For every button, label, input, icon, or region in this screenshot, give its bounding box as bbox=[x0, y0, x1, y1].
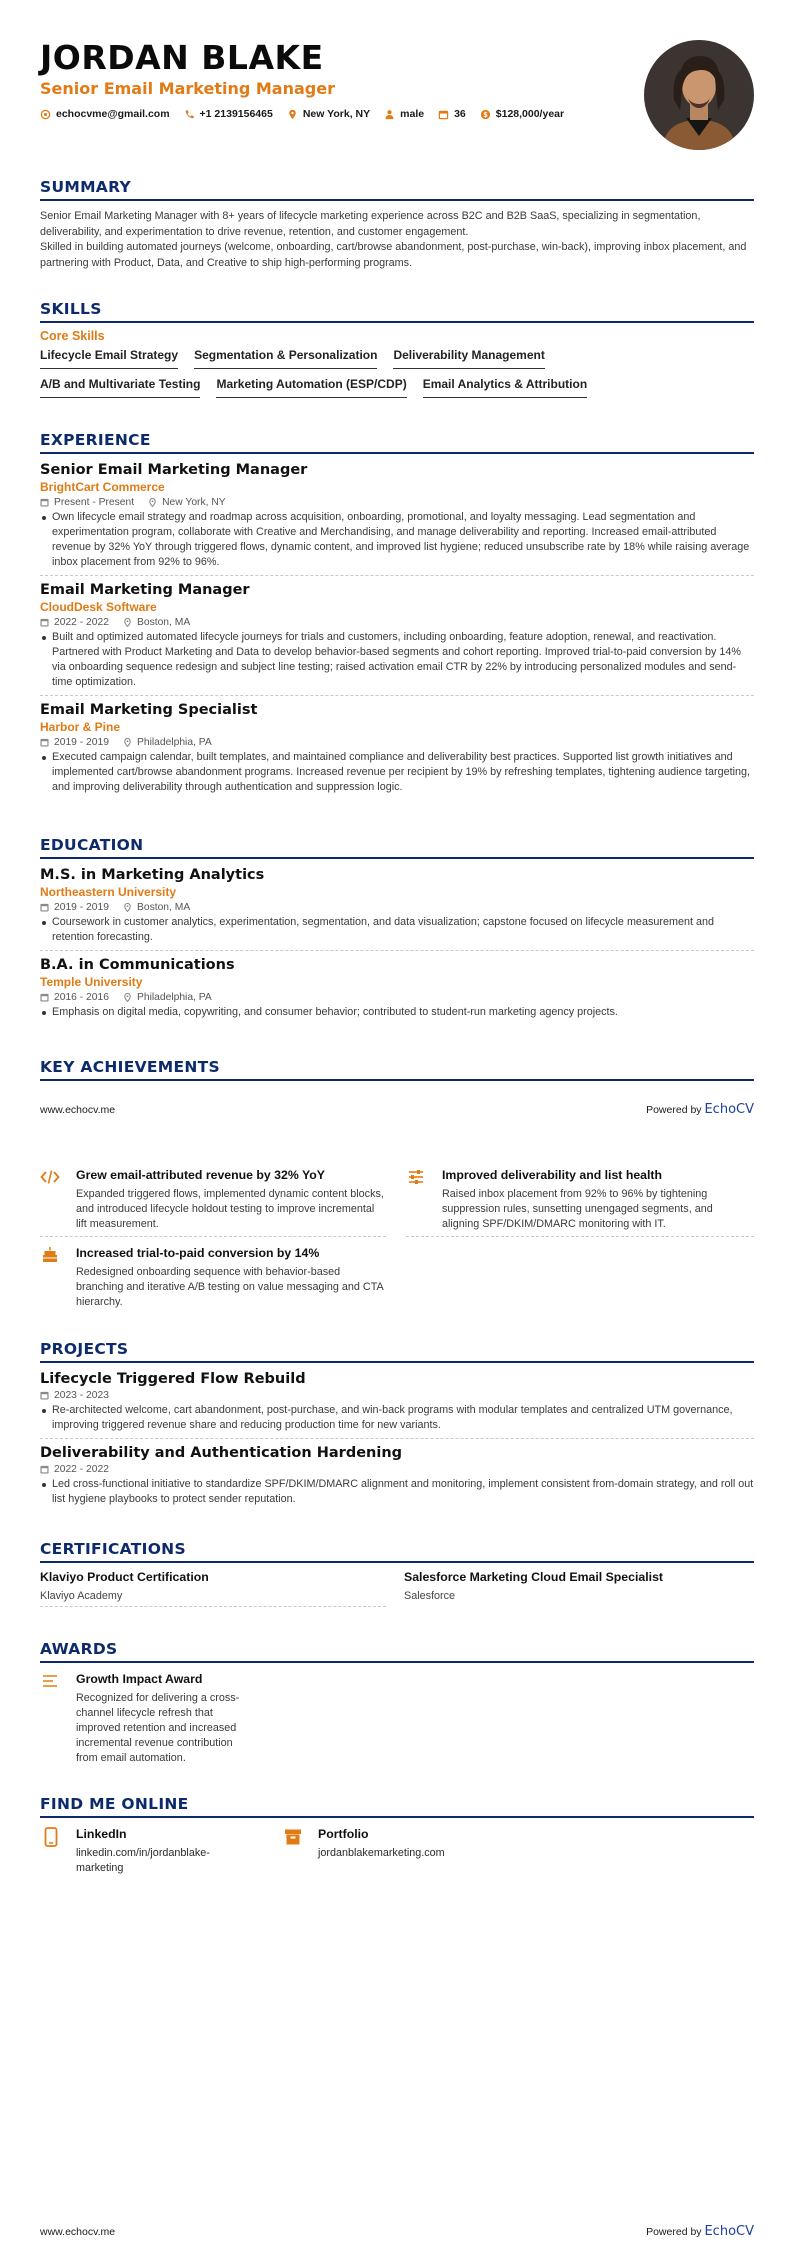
achievement-title: Improved deliverability and list health bbox=[442, 1168, 663, 1182]
online-link-body bbox=[76, 1827, 260, 1876]
footer-powered bbox=[646, 2224, 754, 2239]
experience-entry bbox=[40, 582, 754, 696]
education-dates-text: 2016 - 2016 bbox=[54, 992, 109, 1003]
contact-phone[interactable] bbox=[184, 108, 273, 120]
location-icon bbox=[123, 993, 132, 1002]
experience-entry bbox=[40, 702, 754, 795]
online-link-title: Portfolio bbox=[318, 1827, 369, 1841]
location-icon bbox=[123, 738, 132, 747]
project-description: Led cross-functional initiative to standardize SPF/DKIM/DMARC alignment and monitoring, implement consistent from-domain strategy, and roll out list hygiene playbooks to protect sender reputation. bbox=[40, 1477, 754, 1507]
job-dates-text: 2022 - 2022 bbox=[54, 617, 109, 628]
contact-email[interactable] bbox=[40, 108, 170, 120]
job-location bbox=[123, 617, 190, 628]
page-footer bbox=[40, 2224, 754, 2239]
company-name: CloudDesk Software bbox=[40, 600, 157, 614]
projects-title: PROJECTS bbox=[40, 1340, 754, 1363]
calendar-icon bbox=[40, 618, 49, 627]
degree-title: B.A. in Communications bbox=[40, 957, 235, 973]
skills-row-1 bbox=[40, 348, 754, 369]
achievement-description: Redesigned onboarding sequence with behavior-based branching and iterative A/B testing on value messaging and CTA hierarchy. bbox=[76, 1266, 384, 1308]
job-meta bbox=[40, 737, 754, 748]
achievement-card bbox=[406, 1168, 752, 1232]
job-location-text: Boston, MA bbox=[136, 617, 191, 628]
certification-issuer: Klaviyo Academy bbox=[40, 1590, 386, 1607]
job-dates bbox=[40, 737, 109, 748]
skill-tag: A/B and Multivariate Testing bbox=[40, 377, 200, 398]
footer-brand: EchoCV bbox=[704, 1102, 754, 1117]
achievements-list bbox=[40, 1168, 754, 1318]
candidate-role: Senior Email Marketing Manager bbox=[40, 79, 335, 98]
dollar-icon bbox=[480, 109, 491, 120]
online-link-url[interactable]: linkedin.com/in/jordanblake-marketing bbox=[76, 1847, 210, 1874]
calendar-icon bbox=[40, 1465, 49, 1474]
project-dates bbox=[40, 1390, 109, 1401]
profile-photo-image bbox=[644, 40, 754, 150]
contact-email-text: echocvme@gmail.com bbox=[56, 108, 170, 120]
page-footer bbox=[40, 1102, 754, 1117]
box-icon bbox=[284, 1828, 302, 1846]
skills-section bbox=[40, 300, 754, 398]
summary-paragraph-2: Skilled in building automated journeys (welcome, onboarding, cart/browse abandonment, post-purchase, win-back), improving inbox placement, and partnering with Product, Data, and Creative to ship high-performing programs. bbox=[40, 241, 747, 269]
project-dates bbox=[40, 1464, 109, 1475]
online-section bbox=[40, 1795, 754, 1885]
location-icon bbox=[123, 618, 132, 627]
job-dates-text: Present - Present bbox=[54, 497, 135, 508]
contact-salary bbox=[480, 108, 564, 120]
entry-divider bbox=[40, 575, 754, 576]
achievement-card bbox=[40, 1246, 386, 1310]
contact-age-text: 36 bbox=[454, 108, 466, 120]
achievement-description: Raised inbox placement from 92% to 96% by tightening suppression rules, sunsetting unengaged segments, and aligning SPF/DKIM/DMARC monitoring with IT. bbox=[442, 1188, 713, 1230]
contact-location bbox=[287, 108, 370, 120]
online-link-body bbox=[318, 1827, 542, 1861]
achievement-title: Increased trial-to-paid conversion by 14% bbox=[76, 1246, 320, 1260]
location-icon bbox=[287, 109, 298, 120]
achievement-card bbox=[40, 1168, 386, 1232]
footer-site-link[interactable]: www.echocv.me bbox=[40, 1103, 116, 1116]
education-location bbox=[123, 902, 190, 913]
email-icon bbox=[40, 109, 51, 120]
job-dates-text: 2019 - 2019 bbox=[54, 737, 109, 748]
project-description: Re-architected welcome, cart abandonment, post-purchase, and win-back programs with modular templates and centralized UTM governance, improving triggered revenue share and reducing production time for new variants. bbox=[40, 1403, 754, 1433]
footer-powered-label: Powered by bbox=[646, 1104, 702, 1116]
achievement-description: Expanded triggered flows, implemented dynamic content blocks, and introduced lifecycle holdout testing to improve incremental lift measurement. bbox=[76, 1188, 384, 1230]
education-location-text: Boston, MA bbox=[136, 902, 191, 913]
skill-tag: Email Analytics & Attribution bbox=[423, 377, 587, 398]
phone-icon bbox=[184, 109, 195, 120]
achievement-divider bbox=[406, 1236, 754, 1237]
education-entry bbox=[40, 957, 754, 1020]
project-dates-text: 2023 - 2023 bbox=[54, 1390, 109, 1401]
job-dates bbox=[40, 497, 134, 508]
education-description: Coursework in customer analytics, experimentation, segmentation, and data visualization; capstone focused on lifecycle measurement and retention forecasting. bbox=[40, 915, 754, 945]
job-description: Executed campaign calendar, built templates, and maintained compliance and deliverability best practices. Supported list growth initiatives and implemented cart/browse abandonment programs. Increased revenue per recipient by 19% by refreshing templates, tightening audience targeting, and improving deliverability through authentication and suppression logic. bbox=[40, 750, 754, 795]
education-meta bbox=[40, 992, 754, 1003]
online-link-card[interactable] bbox=[282, 1827, 542, 1861]
contact-age bbox=[438, 108, 466, 120]
job-location bbox=[148, 497, 226, 508]
achievement-divider bbox=[40, 1236, 386, 1237]
calendar-icon bbox=[438, 109, 449, 120]
job-title: Email Marketing Specialist bbox=[40, 702, 258, 718]
entry-divider bbox=[40, 1438, 754, 1439]
footer-powered-label: Powered by bbox=[646, 2226, 702, 2238]
education-description: Emphasis on digital media, copywriting, and consumer behavior; contributed to student-run marketing agency projects. bbox=[40, 1005, 754, 1020]
certification-title: Klaviyo Product Certification bbox=[40, 1570, 209, 1584]
job-meta bbox=[40, 617, 754, 628]
summary-title: SUMMARY bbox=[40, 178, 754, 201]
online-link-card[interactable] bbox=[40, 1827, 260, 1876]
achievements-title: KEY ACHIEVEMENTS bbox=[40, 1058, 754, 1081]
awards-section bbox=[40, 1640, 754, 1770]
resume-header bbox=[40, 38, 640, 120]
person-icon bbox=[384, 109, 395, 120]
calendar-icon bbox=[40, 1391, 49, 1400]
skills-row-2 bbox=[40, 377, 754, 398]
calendar-icon bbox=[40, 903, 49, 912]
svg-text:$: $ bbox=[482, 110, 488, 119]
education-dates-text: 2019 - 2019 bbox=[54, 902, 109, 913]
award-title: Growth Impact Award bbox=[76, 1672, 203, 1686]
job-location bbox=[123, 737, 212, 748]
phone-device-icon bbox=[44, 1827, 58, 1847]
skill-tag: Marketing Automation (ESP/CDP) bbox=[216, 377, 406, 398]
education-entry bbox=[40, 867, 754, 951]
contact-gender bbox=[384, 108, 424, 120]
contact-phone-text: +1 2139156465 bbox=[199, 108, 273, 120]
cake-icon bbox=[40, 1246, 60, 1264]
calendar-icon bbox=[40, 738, 49, 747]
job-location-text: New York, NY bbox=[162, 497, 226, 508]
award-description: Recognized for delivering a cross-channel lifecycle refresh that improved retention and increased incremental revenue contribution from email automation. bbox=[76, 1692, 240, 1764]
contact-location-text: New York, NY bbox=[302, 108, 371, 120]
job-description: Own lifecycle email strategy and roadmap across acquisition, onboarding, promotional, and loyalty messaging. Lead segmentation and experimentation program, collaborate with Creative and Merchandising, and manage deliverability and reporting. Increased email-attributed revenue by 32% YoY through triggered flows, dynamic content, and improved list hygiene; reduced unsubscribe rate by 18% while raising average inbox placement from 92% to 96%. bbox=[40, 510, 754, 570]
project-dates-text: 2022 - 2022 bbox=[54, 1464, 109, 1475]
projects-section bbox=[40, 1340, 754, 1507]
education-location bbox=[123, 992, 212, 1003]
footer-powered bbox=[646, 1102, 754, 1117]
contact-gender-text: male bbox=[400, 108, 425, 120]
experience-entry bbox=[40, 462, 754, 576]
code-icon bbox=[40, 1168, 60, 1186]
online-link-title: LinkedIn bbox=[76, 1827, 127, 1841]
skills-title: SKILLS bbox=[40, 300, 754, 323]
skill-tag: Lifecycle Email Strategy bbox=[40, 348, 178, 369]
project-title: Lifecycle Triggered Flow Rebuild bbox=[40, 1371, 306, 1387]
certification-issuer: Salesforce bbox=[404, 1590, 456, 1602]
company-name: BrightCart Commerce bbox=[40, 480, 165, 494]
school-name: Northeastern University bbox=[40, 885, 177, 899]
school-name: Temple University bbox=[40, 975, 143, 989]
job-title: Senior Email Marketing Manager bbox=[40, 462, 308, 478]
certifications-section bbox=[40, 1540, 754, 1620]
achievements-section bbox=[40, 1058, 754, 1081]
summary-paragraph-1: Senior Email Marketing Manager with 8+ years of lifecycle marketing experience across B2C and B2B SaaS, specializing in segmentation, deliverability, and experimentation to drive revenue, retention, and customer engagement. bbox=[40, 210, 701, 238]
job-description: Built and optimized automated lifecycle journeys for trials and customers, including onboarding, feature adoption, renewal, and reactivation. Partnered with Product Marketing and Data to develop behavior-based segments and cohort reporting. Improved trial-to-paid conversion by 14% via onboarding sequence redesign and subject line testing; raised activation email CTR by 22% by introducing personalized modules and send-time optimization. bbox=[40, 630, 754, 690]
entry-divider bbox=[40, 695, 754, 696]
job-title: Email Marketing Manager bbox=[40, 582, 250, 598]
company-name: Harbor & Pine bbox=[40, 720, 121, 734]
education-meta bbox=[40, 902, 754, 913]
contact-salary-text: $128,000/year bbox=[495, 108, 565, 120]
education-location-text: Philadelphia, PA bbox=[136, 992, 212, 1003]
achievement-title: Grew email-attributed revenue by 32% YoY bbox=[76, 1168, 325, 1182]
skill-tag: Deliverability Management bbox=[393, 348, 544, 369]
education-dates bbox=[40, 992, 109, 1003]
experience-section bbox=[40, 431, 754, 795]
online-link-url[interactable]: jordanblakemarketing.com bbox=[318, 1847, 445, 1859]
experience-title: EXPERIENCE bbox=[40, 431, 754, 454]
education-section bbox=[40, 836, 754, 1020]
certification-title: Salesforce Marketing Cloud Email Specialist bbox=[404, 1570, 664, 1584]
job-meta bbox=[40, 497, 754, 508]
degree-title: M.S. in Marketing Analytics bbox=[40, 867, 265, 883]
sliders-icon bbox=[406, 1168, 426, 1186]
project-entry bbox=[40, 1371, 754, 1439]
awards-title: AWARDS bbox=[40, 1640, 754, 1663]
online-title: FIND ME ONLINE bbox=[40, 1795, 754, 1818]
footer-site-link[interactable]: www.echocv.me bbox=[40, 2225, 116, 2238]
project-meta bbox=[40, 1390, 754, 1401]
footer-brand: EchoCV bbox=[704, 2224, 754, 2239]
skills-heading: Core Skills bbox=[40, 329, 105, 343]
job-dates bbox=[40, 617, 109, 628]
contact-row bbox=[40, 108, 640, 120]
calendar-icon bbox=[40, 498, 49, 507]
education-dates bbox=[40, 902, 109, 913]
calendar-icon bbox=[40, 993, 49, 1002]
candidate-name: JORDAN BLAKE bbox=[40, 38, 324, 77]
lines-icon bbox=[42, 1674, 60, 1688]
project-meta bbox=[40, 1464, 754, 1475]
certification-card bbox=[404, 1570, 750, 1606]
skill-tag: Segmentation & Personalization bbox=[194, 348, 377, 369]
certification-card bbox=[40, 1570, 386, 1607]
award-card bbox=[40, 1672, 260, 1766]
entry-divider bbox=[40, 950, 754, 951]
project-title: Deliverability and Authentication Hardening bbox=[40, 1445, 403, 1461]
location-icon bbox=[148, 498, 157, 507]
education-title: EDUCATION bbox=[40, 836, 754, 859]
profile-photo bbox=[644, 40, 754, 150]
location-icon bbox=[123, 903, 132, 912]
job-location-text: Philadelphia, PA bbox=[136, 737, 212, 748]
summary-section bbox=[40, 178, 754, 271]
certifications-title: CERTIFICATIONS bbox=[40, 1540, 754, 1563]
project-entry bbox=[40, 1445, 754, 1507]
